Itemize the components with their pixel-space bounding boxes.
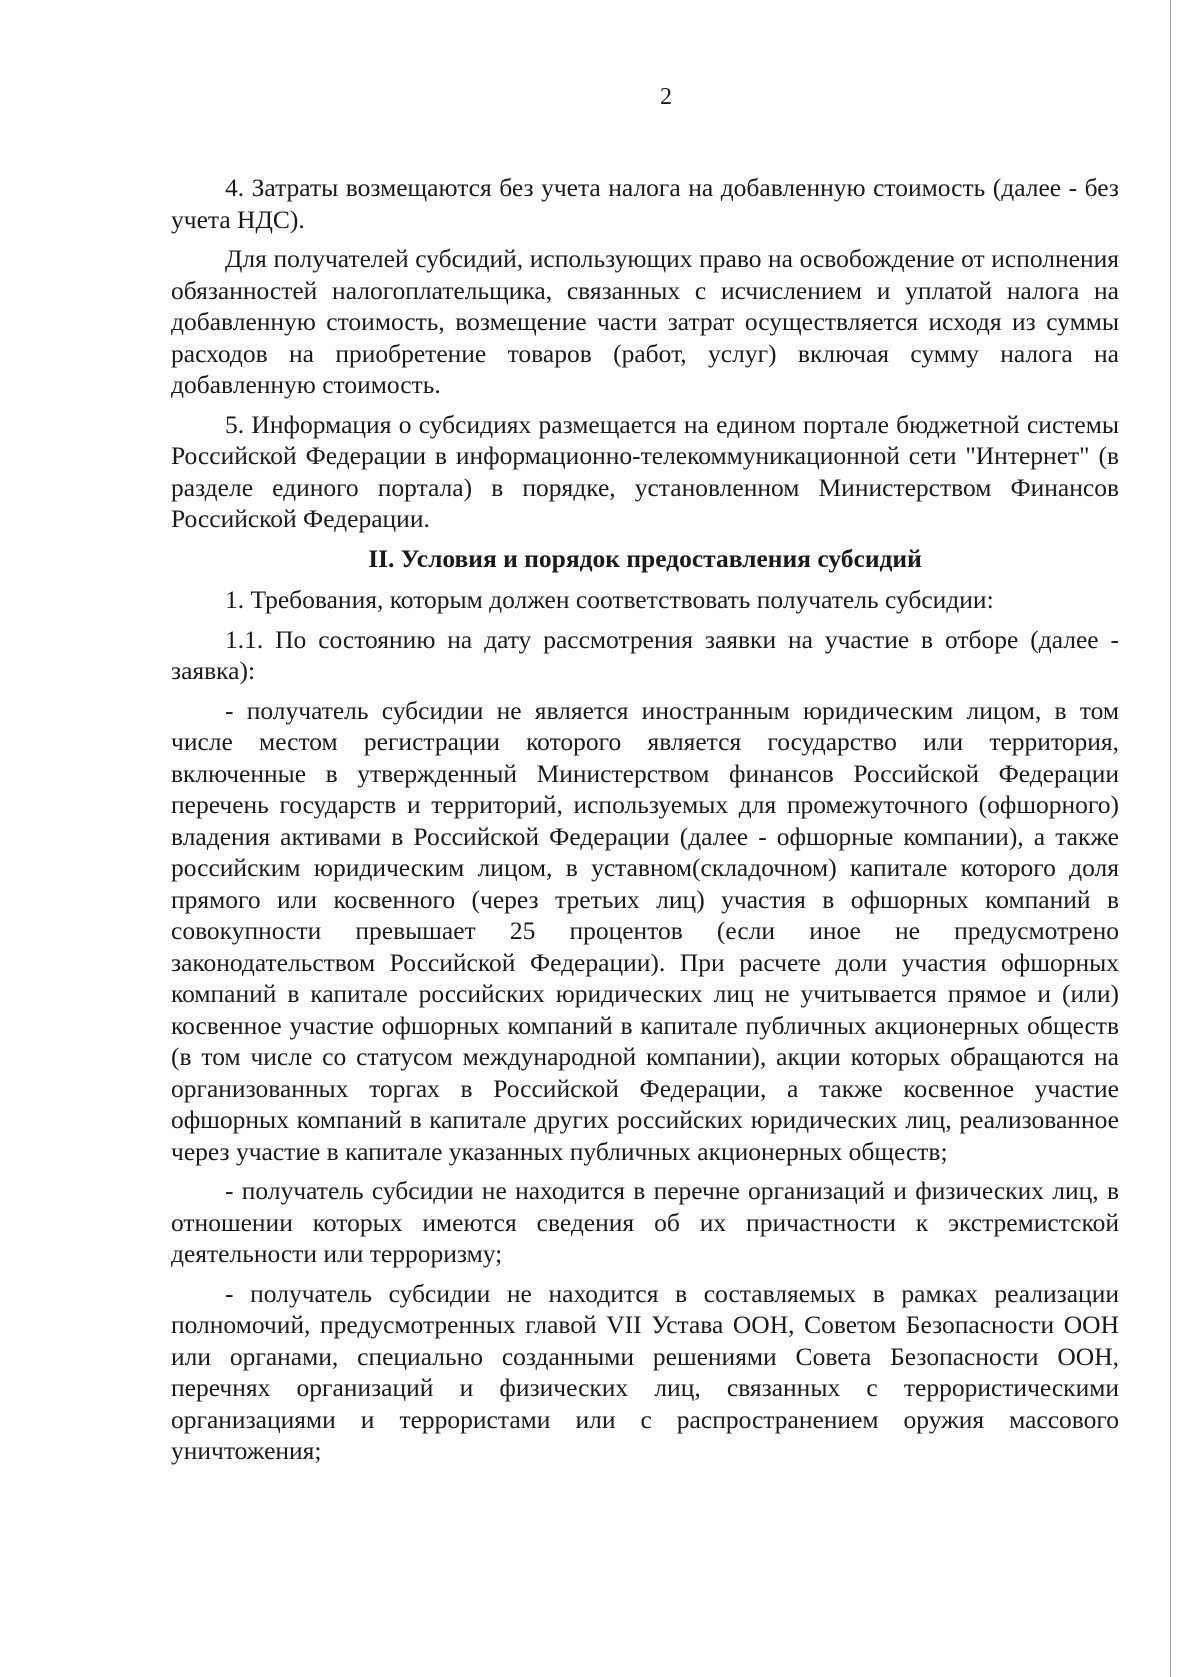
page-number: 2	[660, 84, 672, 110]
paragraph-vat-exemption: Для получателей субсидий, использующих право на освобождение от исполнения обязанностей налогоплательщика, связанных с исчислением и уплатой налога на добавленную стоимость, возмещение части затрат осуществляется исходя из суммы расходов на приобретение товаров (работ, услуг) включая сумму налога на добавленную стоимость.	[171, 244, 1119, 399]
document-body	[171, 172, 1119, 1475]
paragraph-not-extremist-list: - получатель субсидии не находится в перечне организаций и физических лиц, в отношении которых имеются сведения об их причастности к экстремистской деятельности или терроризму;	[171, 1176, 1119, 1268]
paragraph-4-vat: 4. Затраты возмещаются без учета налога на добавленную стоимость (далее - без учета НДС).	[171, 173, 1119, 234]
paragraph-1-1: 1.1. По состоянию на дату рассмотрения заявки на участие в отборе (далее - заявка):	[171, 624, 1119, 685]
paragraph-not-un-list: - получатель субсидии не находится в составляемых в рамках реализации полномочий, предусмотренных главой VII Устава ООН, Советом Безопасности ООН или органами, специально созданными решениями Совета Безопасности ООН, перечнях организаций и физических лиц, связанных с террористическими организациями и террористами или с распространением оружия массового уничтожения;	[171, 1278, 1119, 1465]
paragraph-requirements: 1. Требования, которым должен соответствовать получатель субсидии:	[225, 585, 994, 614]
paragraph-not-foreign-entity: - получатель субсидии не является иностранным юридическим лицом, в том числе местом регистрации которого является государство или территория, включенные в утвержденный Министерством финансов Российской Федерации перечень государств и территорий, используемых для промежуточного (офшорного) владения активами в Российской Федерации (далее - офшорные компании), а также российским юридическим лицом, в уставном(складочном) капитале которого доля прямого или косвенного (через третьих лиц) участия в офшорных компаний в совокупности превышает 25 процентов (если иное не предусмотрено законодательством Российской Федерации). При расчете доли участия офшорных компаний в капитале российских юридических лиц не учитывается прямое и (или) косвенное участие офшорных компаний в капитале публичных акционерных обществ (в том числе со статусом международной компании), акции которых обращаются на организованных торгах в Российской Федерации, а также косвенное участие офшорных компаний в капитале других российских юридических лиц, реализованное через участие в капитале указанных публичных акционерных обществ;	[171, 695, 1119, 1166]
paragraph-5-information: 5. Информация о субсидиях размещается на едином портале бюджетной системы Российской Федерации в информационно-телекоммуникационной сети "Интернет" (в разделе единого портала) в порядке, установленном Министерством Финансов Российской Федерации.	[171, 409, 1119, 533]
page-edge-line	[1170, 0, 1171, 1677]
section-heading: II. Условия и порядок предоставления субсидий	[368, 543, 922, 573]
